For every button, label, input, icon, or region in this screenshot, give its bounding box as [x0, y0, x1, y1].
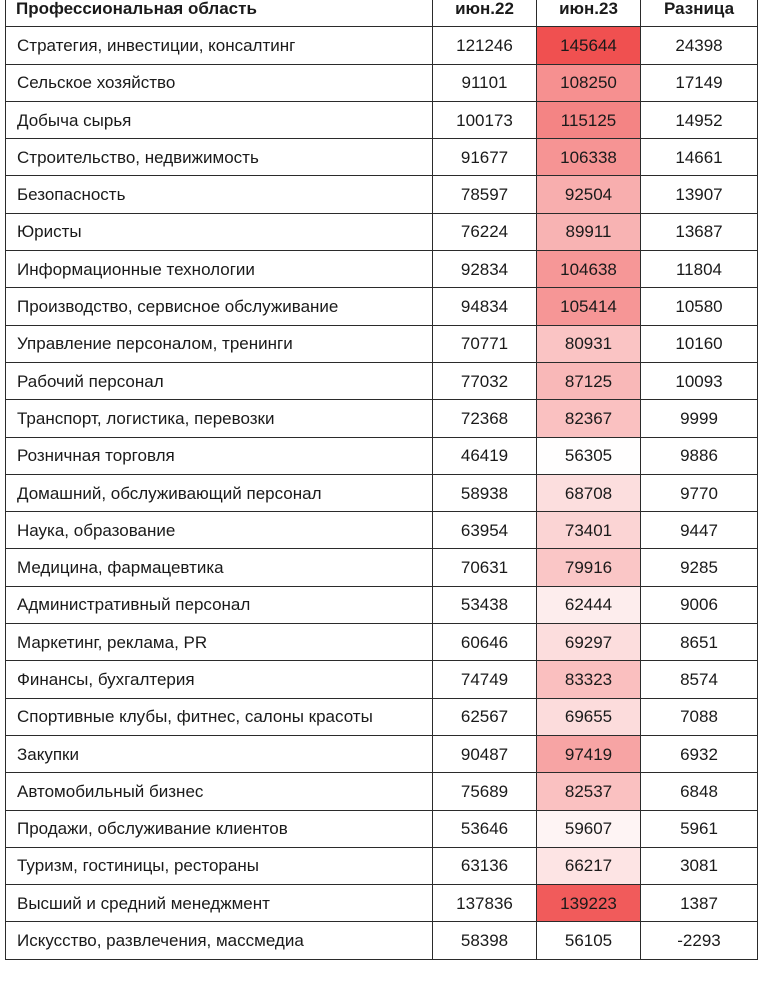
- cell-jun22: 91101: [433, 64, 537, 101]
- cell-difference: 9999: [641, 400, 758, 437]
- cell-jun23: 82537: [537, 773, 641, 810]
- table-row: [6, 512, 758, 549]
- cell-difference: 8651: [641, 624, 758, 661]
- cell-jun22: 77032: [433, 362, 537, 399]
- table-header: [6, 0, 758, 27]
- cell-professional-area: Продажи, обслуживание клиентов: [6, 810, 433, 847]
- header-jun23: июн.23: [537, 0, 641, 27]
- cell-difference: 11804: [641, 251, 758, 288]
- table-row: [6, 810, 758, 847]
- cell-jun22: 46419: [433, 437, 537, 474]
- cell-jun22: 92834: [433, 251, 537, 288]
- cell-jun23: 59607: [537, 810, 641, 847]
- cell-jun23: 68708: [537, 474, 641, 511]
- salary-table-container: [5, 0, 757, 960]
- cell-jun23: 104638: [537, 251, 641, 288]
- cell-difference: 10093: [641, 362, 758, 399]
- cell-jun22: 78597: [433, 176, 537, 213]
- cell-jun23: 83323: [537, 661, 641, 698]
- cell-jun23: 82367: [537, 400, 641, 437]
- cell-difference: 9770: [641, 474, 758, 511]
- cell-jun22: 53438: [433, 586, 537, 623]
- table-row: [6, 400, 758, 437]
- table-row: [6, 922, 758, 959]
- cell-jun22: 75689: [433, 773, 537, 810]
- table-row: [6, 624, 758, 661]
- table-row: [6, 325, 758, 362]
- cell-professional-area: Маркетинг, реклама, PR: [6, 624, 433, 661]
- cell-jun22: 137836: [433, 885, 537, 922]
- cell-difference: 10580: [641, 288, 758, 325]
- cell-professional-area: Розничная торговля: [6, 437, 433, 474]
- cell-difference: 13907: [641, 176, 758, 213]
- table-row: [6, 213, 758, 250]
- table-row: [6, 437, 758, 474]
- cell-difference: 3081: [641, 847, 758, 884]
- cell-professional-area: Искусство, развлечения, массмедиа: [6, 922, 433, 959]
- cell-professional-area: Безопасность: [6, 176, 433, 213]
- cell-difference: 6932: [641, 735, 758, 772]
- cell-professional-area: Добыча сырья: [6, 101, 433, 138]
- cell-jun22: 63954: [433, 512, 537, 549]
- header-jun22: июн.22: [433, 0, 537, 27]
- cell-jun23: 62444: [537, 586, 641, 623]
- cell-jun22: 76224: [433, 213, 537, 250]
- cell-difference: 6848: [641, 773, 758, 810]
- cell-jun23: 108250: [537, 64, 641, 101]
- cell-jun23: 89911: [537, 213, 641, 250]
- cell-professional-area: Закупки: [6, 735, 433, 772]
- table-row: [6, 251, 758, 288]
- cell-jun22: 70771: [433, 325, 537, 362]
- cell-professional-area: Домашний, обслуживающий персонал: [6, 474, 433, 511]
- table-row: [6, 64, 758, 101]
- cell-jun23: 69297: [537, 624, 641, 661]
- cell-professional-area: Наука, образование: [6, 512, 433, 549]
- cell-jun22: 90487: [433, 735, 537, 772]
- cell-jun22: 58398: [433, 922, 537, 959]
- cell-jun23: 73401: [537, 512, 641, 549]
- table-row: [6, 176, 758, 213]
- cell-jun22: 121246: [433, 27, 537, 64]
- cell-difference: 13687: [641, 213, 758, 250]
- table-row: [6, 101, 758, 138]
- table-body: [6, 27, 758, 959]
- cell-difference: -2293: [641, 922, 758, 959]
- cell-difference: 9447: [641, 512, 758, 549]
- table-row: [6, 288, 758, 325]
- cell-jun23: 139223: [537, 885, 641, 922]
- cell-professional-area: Управление персоналом, тренинги: [6, 325, 433, 362]
- cell-difference: 7088: [641, 698, 758, 735]
- cell-jun22: 62567: [433, 698, 537, 735]
- cell-difference: 9285: [641, 549, 758, 586]
- table-row: [6, 698, 758, 735]
- table-row: [6, 773, 758, 810]
- cell-jun22: 70631: [433, 549, 537, 586]
- cell-difference: 1387: [641, 885, 758, 922]
- cell-jun22: 53646: [433, 810, 537, 847]
- table-row: [6, 27, 758, 64]
- cell-professional-area: Административный персонал: [6, 586, 433, 623]
- cell-professional-area: Высший и средний менеджмент: [6, 885, 433, 922]
- header-professional-area: Профессиональная область: [6, 0, 433, 27]
- cell-difference: 17149: [641, 64, 758, 101]
- cell-professional-area: Рабочий персонал: [6, 362, 433, 399]
- cell-jun23: 80931: [537, 325, 641, 362]
- table-row: [6, 139, 758, 176]
- cell-jun23: 56305: [537, 437, 641, 474]
- cell-professional-area: Производство, сервисное обслуживание: [6, 288, 433, 325]
- cell-jun22: 91677: [433, 139, 537, 176]
- cell-jun22: 100173: [433, 101, 537, 138]
- cell-difference: 14661: [641, 139, 758, 176]
- cell-professional-area: Строительство, недвижимость: [6, 139, 433, 176]
- cell-professional-area: Информационные технологии: [6, 251, 433, 288]
- cell-jun23: 69655: [537, 698, 641, 735]
- cell-jun23: 87125: [537, 362, 641, 399]
- cell-jun22: 60646: [433, 624, 537, 661]
- cell-jun22: 63136: [433, 847, 537, 884]
- table-row: [6, 362, 758, 399]
- cell-professional-area: Медицина, фармацевтика: [6, 549, 433, 586]
- cell-professional-area: Спортивные клубы, фитнес, салоны красоты: [6, 698, 433, 735]
- cell-difference: 24398: [641, 27, 758, 64]
- cell-jun23: 145644: [537, 27, 641, 64]
- cell-difference: 5961: [641, 810, 758, 847]
- table-row: [6, 474, 758, 511]
- cell-professional-area: Транспорт, логистика, перевозки: [6, 400, 433, 437]
- cell-jun23: 105414: [537, 288, 641, 325]
- cell-jun22: 58938: [433, 474, 537, 511]
- table-row: [6, 847, 758, 884]
- cell-professional-area: Юристы: [6, 213, 433, 250]
- cell-professional-area: Автомобильный бизнес: [6, 773, 433, 810]
- table-row: [6, 735, 758, 772]
- cell-difference: 9006: [641, 586, 758, 623]
- cell-jun23: 66217: [537, 847, 641, 884]
- header-difference: Разница: [641, 0, 758, 27]
- cell-professional-area: Стратегия, инвестиции, консалтинг: [6, 27, 433, 64]
- cell-difference: 14952: [641, 101, 758, 138]
- cell-professional-area: Финансы, бухгалтерия: [6, 661, 433, 698]
- cell-jun23: 92504: [537, 176, 641, 213]
- cell-difference: 10160: [641, 325, 758, 362]
- cell-jun23: 97419: [537, 735, 641, 772]
- salary-table: [5, 0, 758, 960]
- cell-jun23: 115125: [537, 101, 641, 138]
- cell-professional-area: Сельское хозяйство: [6, 64, 433, 101]
- cell-jun23: 56105: [537, 922, 641, 959]
- table-row: [6, 661, 758, 698]
- header-row: [6, 0, 758, 27]
- cell-difference: 9886: [641, 437, 758, 474]
- cell-professional-area: Туризм, гостиницы, рестораны: [6, 847, 433, 884]
- table-row: [6, 586, 758, 623]
- cell-difference: 8574: [641, 661, 758, 698]
- cell-jun23: 106338: [537, 139, 641, 176]
- table-row: [6, 549, 758, 586]
- cell-jun22: 74749: [433, 661, 537, 698]
- table-row: [6, 885, 758, 922]
- cell-jun23: 79916: [537, 549, 641, 586]
- cell-jun22: 72368: [433, 400, 537, 437]
- cell-jun22: 94834: [433, 288, 537, 325]
